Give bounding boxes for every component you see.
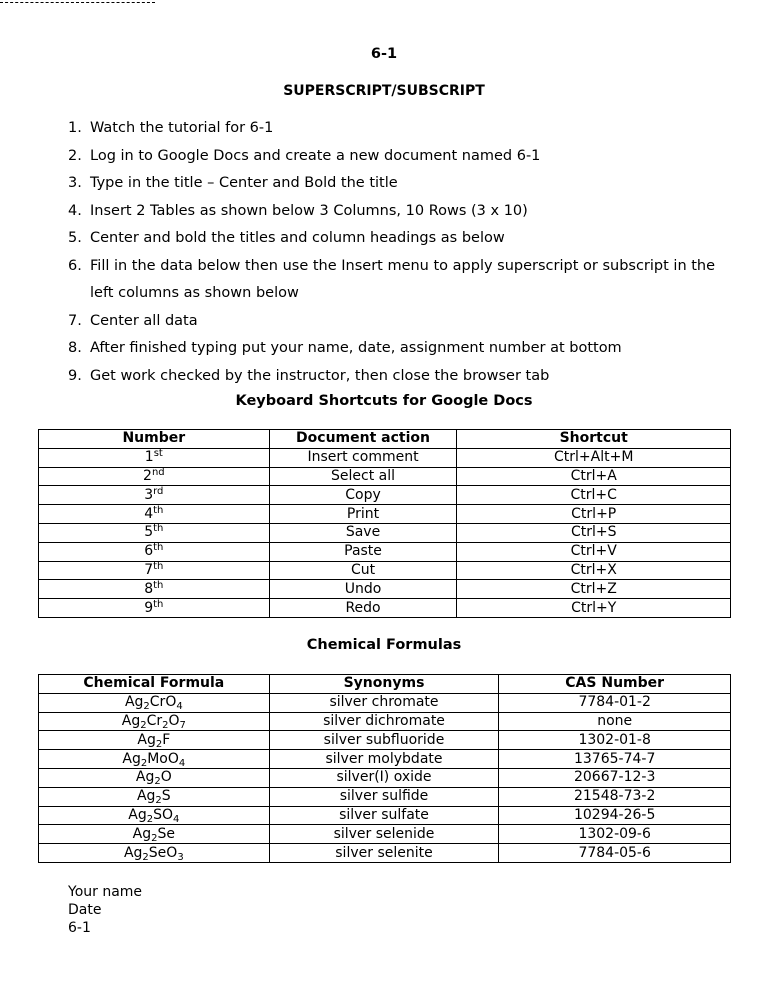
formula-cell (39, 806, 270, 825)
footer-name: Your name (68, 884, 143, 900)
formula-subscript: 4 (173, 813, 180, 825)
action-cell: Save (269, 523, 457, 542)
ordinal-suffix: th (153, 542, 164, 554)
formula-cell (39, 693, 270, 712)
formula-element: Ag (123, 844, 143, 861)
action-cell: Redo (269, 599, 457, 618)
top-divider (0, 2, 155, 3)
shortcut-cell: Ctrl+Z (457, 580, 731, 599)
step-number: 9. (68, 367, 82, 384)
ordinal-number: 2 (143, 467, 152, 484)
cas-number-cell: 1302-01-8 (499, 731, 731, 750)
instruction-list (68, 115, 728, 390)
ordinal-number: 4 (144, 505, 154, 522)
cas-number-cell: 7784-05-6 (499, 844, 731, 863)
ordinal-cell (39, 448, 270, 467)
synonym-cell: silver selenide (269, 825, 499, 844)
step-number: 4. (68, 202, 82, 219)
formula-subscript: 2 (143, 701, 150, 713)
table-row (39, 467, 731, 486)
formula-element: MoO (147, 750, 179, 767)
formula-element: O (160, 769, 172, 786)
formula-element: Cr (146, 712, 163, 729)
table-row (39, 806, 731, 825)
action-cell: Insert comment (269, 448, 457, 467)
ordinal-cell (39, 561, 270, 580)
formula-subscript: 2 (146, 813, 154, 825)
formula-subscript: 4 (176, 701, 183, 713)
synonym-cell: silver sulfide (269, 787, 499, 806)
formula-element: Se (157, 825, 175, 842)
chemical-formulas-table (38, 674, 731, 863)
ordinal-suffix: th (153, 598, 164, 610)
table-row (39, 561, 731, 580)
synonym-cell: silver dichromate (269, 712, 499, 731)
ordinal-number: 6 (144, 543, 154, 560)
formula-element: Ag (124, 694, 144, 711)
column-header: CAS Number (499, 675, 731, 694)
formula-element: Ag (137, 731, 156, 748)
action-cell: Cut (269, 561, 457, 580)
column-header: Document action (269, 430, 457, 449)
chemical-table-caption: Chemical Formulas (306, 637, 462, 653)
ordinal-cell (39, 599, 270, 618)
formula-subscript: 2 (162, 719, 169, 731)
cas-number-cell: 7784-01-2 (499, 693, 731, 712)
column-header: Shortcut (457, 430, 731, 449)
formula-element: Cr (149, 694, 166, 711)
cas-number-cell: 1302-09-6 (499, 825, 731, 844)
list-item (68, 335, 728, 363)
ordinal-suffix: nd (151, 466, 165, 478)
step-text: Type in the title – Center and Bold the title (90, 175, 398, 191)
cas-number-cell: 10294-26-5 (499, 806, 731, 825)
step-number: 6. (68, 257, 82, 274)
formula-element: Ag (128, 806, 147, 823)
action-cell: Paste (269, 542, 457, 561)
page-title: 6-1 (370, 46, 398, 62)
formula-element: S (161, 788, 171, 805)
column-header: Number (39, 430, 270, 449)
ordinal-suffix: th (153, 579, 164, 591)
list-item (68, 115, 728, 143)
formula-cell (39, 750, 270, 769)
formula-element: F (162, 731, 171, 748)
shortcut-cell: Ctrl+Alt+M (457, 448, 731, 467)
step-text: Get work checked by the instructor, then close the browser tab (90, 367, 550, 384)
list-item (68, 253, 728, 308)
table-row (39, 693, 731, 712)
formula-element: SO (153, 806, 174, 823)
step-text: Watch the tutorial for 6-1 (90, 120, 274, 136)
cas-number-cell: 13765-74-7 (499, 750, 731, 769)
formula-cell (39, 787, 270, 806)
list-item (68, 170, 728, 198)
ordinal-cell (39, 542, 270, 561)
synonym-cell: silver(I) oxide (269, 768, 499, 787)
formula-element: Ag (122, 750, 141, 767)
synonym-cell: silver selenite (269, 844, 499, 863)
ordinal-number: 3 (144, 486, 154, 503)
shortcut-cell: Ctrl+A (457, 467, 731, 486)
synonym-cell: silver chromate (269, 693, 499, 712)
shortcut-cell: Ctrl+S (457, 523, 731, 542)
cas-number-cell: none (499, 712, 731, 731)
formula-element: O (168, 712, 180, 729)
formula-cell (39, 768, 270, 787)
keyboard-table-body (39, 448, 731, 617)
formula-cell (39, 844, 270, 863)
formula-subscript: 2 (142, 851, 149, 863)
table-row (39, 542, 731, 561)
formula-element: O (165, 694, 177, 711)
ordinal-number: 5 (144, 524, 154, 541)
formula-cell (39, 712, 270, 731)
step-text: Fill in the data below then use the Insert menu to apply superscript or subscript in the left columns as shown below (90, 257, 716, 301)
cas-number-cell: 20667-12-3 (499, 768, 731, 787)
list-item (68, 363, 728, 391)
formula-element: SeO (148, 844, 178, 861)
list-item (68, 143, 728, 171)
list-item (68, 198, 728, 226)
page-subtitle: SUPERSCRIPT/SUBSCRIPT (283, 83, 485, 99)
step-text: Log in to Google Docs and create a new document named 6-1 (90, 147, 541, 164)
table-row (39, 505, 731, 524)
ordinal-number: 8 (144, 580, 154, 597)
ordinal-suffix: st (153, 448, 163, 460)
table-row (39, 448, 731, 467)
formula-subscript: 2 (140, 719, 147, 731)
table-row (39, 787, 731, 806)
formula-subscript: 2 (155, 795, 162, 807)
shortcut-cell: Ctrl+P (457, 505, 731, 524)
shortcut-cell: Ctrl+C (457, 486, 731, 505)
table-row (39, 844, 731, 863)
chemical-table-body (39, 693, 731, 862)
formula-cell (39, 731, 270, 750)
ordinal-cell (39, 467, 270, 486)
table-row (39, 825, 731, 844)
ordinal-cell (39, 580, 270, 599)
shortcut-cell: Ctrl+Y (457, 599, 731, 618)
ordinal-number: 9 (144, 599, 154, 616)
list-item (68, 308, 728, 336)
table-row (39, 768, 731, 787)
shortcut-cell: Ctrl+X (457, 561, 731, 580)
ordinal-number: 1 (144, 449, 154, 466)
ordinal-suffix: th (153, 560, 164, 572)
formula-subscript: 2 (155, 738, 163, 750)
list-item (68, 225, 728, 253)
table-header-row (39, 430, 731, 449)
step-number: 7. (68, 312, 82, 329)
cas-number-cell: 21548-73-2 (499, 787, 731, 806)
synonym-cell: silver subfluoride (269, 731, 499, 750)
ordinal-cell (39, 486, 270, 505)
action-cell: Print (269, 505, 457, 524)
formula-element: Ag (121, 712, 141, 729)
footer-signature (68, 883, 142, 937)
table-row (39, 486, 731, 505)
table-row (39, 750, 731, 769)
ordinal-cell (39, 505, 270, 524)
formula-cell (39, 825, 270, 844)
step-number: 1. (68, 120, 82, 136)
table-header-row (39, 675, 731, 694)
ordinal-number: 7 (144, 561, 154, 578)
column-header: Synonyms (269, 675, 499, 694)
synonym-cell: silver molybdate (269, 750, 499, 769)
shortcut-cell: Ctrl+V (457, 542, 731, 561)
step-number: 2. (68, 147, 82, 164)
action-cell: Copy (269, 486, 457, 505)
action-cell: Select all (269, 467, 457, 486)
step-number: 3. (68, 175, 82, 191)
formula-subscript: 4 (178, 757, 186, 769)
formula-element: Ag (132, 825, 152, 842)
formula-element: Ag (135, 769, 155, 786)
footer-assignment: 6-1 (68, 920, 91, 936)
formula-subscript: 2 (151, 832, 158, 844)
table-row (39, 523, 731, 542)
synonym-cell: silver sulfate (269, 806, 499, 825)
table-row (39, 731, 731, 750)
column-header: Chemical Formula (39, 675, 270, 694)
formula-subscript: 7 (179, 719, 186, 731)
keyboard-table-caption: Keyboard Shortcuts for Google Docs (235, 393, 533, 409)
table-row (39, 712, 731, 731)
table-row (39, 580, 731, 599)
keyboard-shortcuts-table (38, 429, 731, 618)
step-number: 8. (68, 340, 82, 356)
formula-subscript: 2 (154, 776, 161, 788)
step-text: Center and bold the titles and column headings as below (90, 230, 505, 246)
action-cell: Undo (269, 580, 457, 599)
footer-date: Date (68, 902, 102, 918)
step-text: Insert 2 Tables as shown below 3 Columns, 10 Rows (3 x 10) (90, 202, 528, 219)
step-text: After finished typing put your name, date, assignment number at bottom (90, 340, 622, 356)
ordinal-suffix: rd (153, 485, 164, 497)
formula-subscript: 3 (177, 851, 184, 863)
ordinal-suffix: th (153, 504, 164, 516)
formula-subscript: 2 (140, 757, 148, 769)
table-row (39, 599, 731, 618)
step-number: 5. (68, 230, 82, 246)
step-text: Center all data (90, 312, 198, 329)
ordinal-cell (39, 523, 270, 542)
formula-element: Ag (136, 788, 156, 805)
ordinal-suffix: th (153, 523, 164, 535)
